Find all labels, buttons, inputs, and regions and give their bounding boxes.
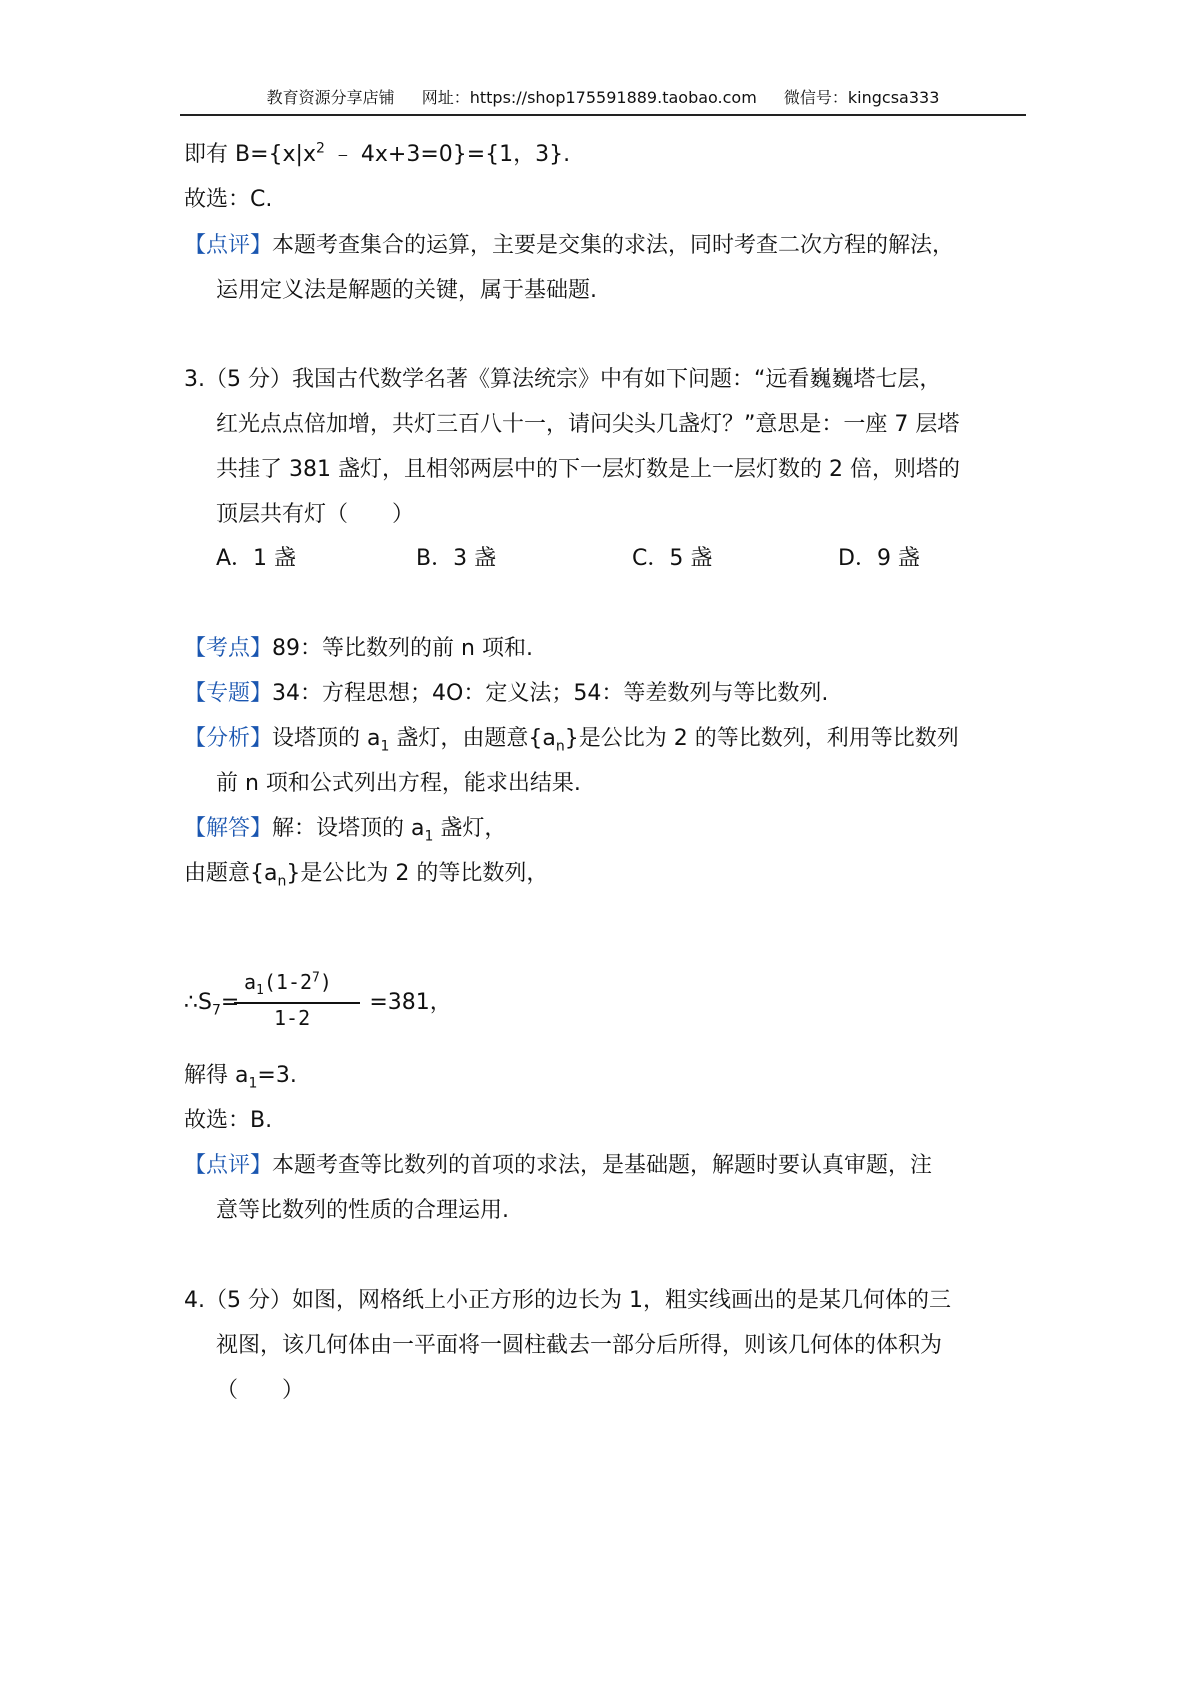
q4-stem-1: 4.（5 分）如图，网格纸上小正方形的边长为 1，粗实线画出的是某几何体的三 <box>184 1288 951 1313</box>
q3-choice: 故选：B. <box>184 1108 273 1133</box>
ratio-line: 由题意$\{a_n\}$是公比为 2 的等比数列， <box>184 861 549 890</box>
fenxi-cont: 前 n 项和公式列出方程，能求出结果. <box>216 771 581 796</box>
zhuanti: 【专题】34：方程思想；4O：定义法；54：等差数列与等比数列. <box>184 681 829 706</box>
set-b-line: 即有 $B=\{x|x^2$ ﹣ 4x+3=0}={1，3}. <box>184 140 571 167</box>
fraction-denominator: 1-2 <box>274 1006 311 1030</box>
q3-stem-2: 红光点点倍加增，共灯三百八十一，请问尖头几盏灯？”意思是：一座 7 层塔 <box>216 412 960 437</box>
q3-stem-3: 共挂了 381 盏灯，且相邻两层中的下一层灯数是上一层灯数的 2 倍，则塔的 <box>216 457 960 482</box>
q2-review: 【点评】本题考查集合的运算，主要是交集的求法，同时考查二次方程的解法， <box>184 233 955 258</box>
shop-name: 教育资源分享店铺 <box>266 88 395 107</box>
q4-stem-3: （ ） <box>216 1378 305 1403</box>
wechat-id: 微信号：kingcsa333 <box>783 88 940 107</box>
option-d: D．9 盏 <box>838 546 920 571</box>
kaodian: 【考点】89：等比数列的前 n 项和. <box>184 636 533 661</box>
q2-review-cont: 运用定义法是解题的关键，属于基础题. <box>216 278 597 303</box>
q3-review-cont: 意等比数列的性质的合理运用. <box>216 1198 509 1223</box>
solve-line: 解得 $a_1=3$. <box>184 1063 297 1092</box>
q3-review: 【点评】本题考查等比数列的首项的求法，是基础题，解题时要认真审题，注 <box>184 1153 933 1178</box>
jieda: 【解答】解：设塔顶的 $a_1$ 盏灯， <box>184 816 507 845</box>
shop-url: 网址：https://shop175591889.taobao.com <box>421 88 757 107</box>
option-c: C．5 盏 <box>632 546 713 571</box>
fenxi: 【分析】设塔顶的 $a_1$ 盏灯，由题意$\{a_n\}$是公比为 2 的等比数列，利用等比数列 <box>184 726 959 755</box>
sum-fraction <box>234 970 360 1034</box>
q2-choice: 故选：C. <box>184 187 273 212</box>
page-header <box>180 86 1026 116</box>
option-a: A．1 盏 <box>216 546 297 571</box>
q3-stem-1: 3.（5 分）我国古代数学名著《算法统宗》中有如下问题：“远看巍巍塔七层， <box>184 367 942 392</box>
q4-stem-2: 视图，该几何体由一平面将一圆柱截去一部分后所得，则该几何体的体积为 <box>216 1333 943 1358</box>
q3-options <box>216 544 936 574</box>
fraction-bar <box>234 1002 360 1004</box>
option-b: B．3 盏 <box>416 546 497 571</box>
s7-equation: $\therefore S_7= =381$， <box>184 990 452 1019</box>
fraction-numerator: $a_1(1-2^7)$ <box>244 970 332 998</box>
q3-stem-4: 顶层共有灯（ ） <box>216 502 415 527</box>
